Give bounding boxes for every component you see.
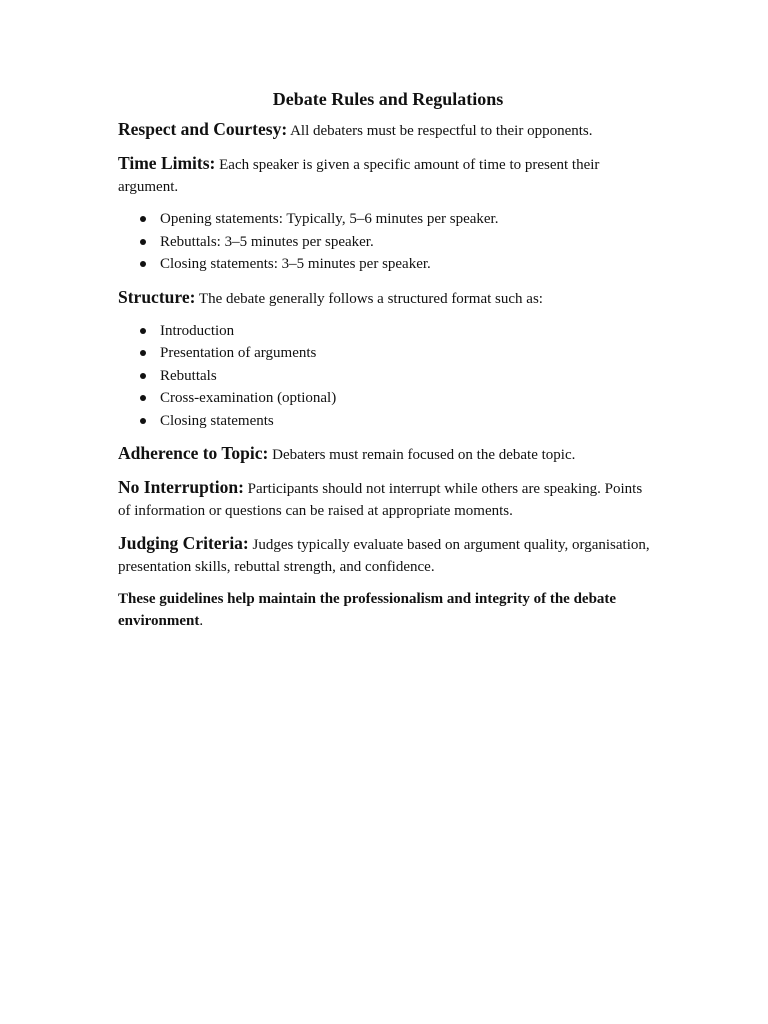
respect-label: Respect and Courtesy: — [118, 119, 288, 139]
topic-paragraph — [118, 442, 658, 466]
bullet-icon — [140, 395, 146, 401]
list-item: Opening statements: Typically, 5–6 minutes per speaker. — [118, 208, 658, 231]
judging-text: Judges typically evaluate based on argument quality, organisation, presentation skills, rebuttal strength, and confidence. — [118, 537, 650, 575]
bullet-icon — [140, 261, 146, 267]
document-title: Debate Rules and Regulations — [272, 89, 504, 109]
topic-label: Adherence to Topic: — [118, 443, 269, 463]
bullet-icon — [140, 350, 146, 356]
interruption-text: Participants should not interrupt while others are speaking. Points of information or questions can be raised at appropriate moments. — [118, 481, 643, 519]
list-item: Closing statements — [118, 410, 658, 433]
structure-list — [118, 320, 658, 433]
bullet-icon — [140, 216, 146, 222]
judging-label: Judging Criteria: — [118, 533, 249, 553]
bullet-icon — [140, 373, 146, 379]
time-limits-list — [118, 208, 658, 276]
interruption-label: No Interruption: — [118, 477, 244, 497]
list-item: Cross-examination (optional) — [118, 387, 658, 410]
time-limits-label: Time Limits: — [118, 153, 216, 173]
structure-text: The debate generally follows a structured format such as: — [195, 290, 543, 307]
time-limits-text: Each speaker is given a specific amount of time to present their argument. — [118, 157, 600, 195]
list-item: Introduction — [118, 320, 658, 343]
list-item: Rebuttals: 3–5 minutes per speaker. — [118, 231, 658, 254]
topic-text: Debaters must remain focused on the debate topic. — [268, 447, 576, 463]
structure-label: Structure: — [118, 286, 196, 307]
list-item: Closing statements: 3–5 minutes per speaker. — [118, 253, 658, 276]
list-item: Presentation of arguments — [118, 342, 658, 365]
judging-paragraph — [118, 532, 658, 578]
list-item: Rebuttals — [118, 365, 658, 388]
time-limits-paragraph — [118, 152, 658, 198]
closing-period: . — [199, 613, 204, 629]
closing-text: These guidelines help maintain the professionalism and integrity of the debate environment — [118, 591, 617, 629]
structure-paragraph — [118, 286, 658, 310]
respect-text: All debaters must be respectful to their opponents. — [287, 123, 593, 139]
interruption-paragraph — [118, 476, 658, 522]
bullet-icon — [140, 418, 146, 424]
bullet-icon — [140, 239, 146, 245]
document-page — [118, 86, 658, 632]
bullet-icon — [140, 328, 146, 334]
closing-statement — [118, 588, 658, 632]
respect-paragraph — [118, 118, 658, 142]
